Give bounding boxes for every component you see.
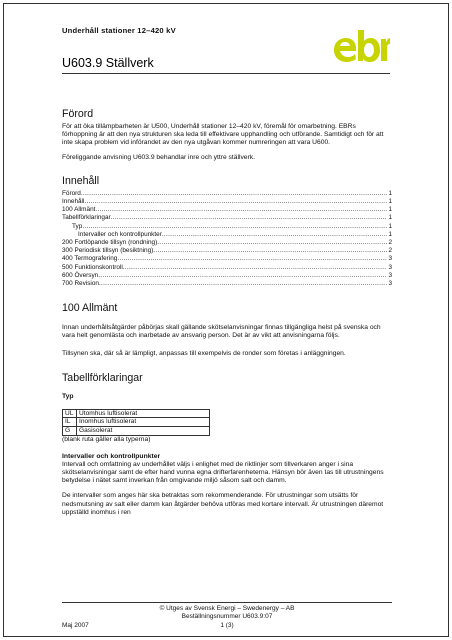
intervall-paragraph-1: Intervall och omfattning av underhållet väljs i enlighet med de riktlinjer som tillverkaren anger i sina skötselanvisningar samt de efter hand vunna egna drifterfarenheterna. Hänsyn bör även tas till utrustningens betydelse i nätet samt inverkan från omgivande miljö såsom salt och damm. (62, 460, 384, 485)
toc-entry[interactable]: 400 Termografering ..... 3 (62, 255, 392, 263)
ebr-logo (332, 30, 390, 64)
footer-page-number: 1 (3) (220, 622, 234, 629)
typ-heading: Typ (62, 392, 74, 400)
document-body (62, 108, 392, 523)
toc-entry[interactable]: 200 Fortlöpande tillsyn (rondning) ..... 2 (62, 239, 392, 247)
toc-entry[interactable]: Intervaller och kontrollpunkter ..... 1 (62, 231, 392, 239)
running-header: Underhåll stationer 12–420 kV (62, 26, 176, 35)
allmant-heading: 100 Allmänt (62, 302, 118, 315)
innehall-heading: Innehåll (62, 174, 100, 187)
document-title: U603.9 Ställverk (62, 56, 154, 70)
intervall-heading: Intervaller och kontrollpunkter (62, 452, 161, 460)
table-row: IL Inomhus luftisolerat (63, 418, 210, 427)
footer-copyright: © Utges av Svensk Energi – Swedenergy – AB (159, 605, 295, 612)
toc-entry[interactable]: Typ ..... 1 (62, 223, 392, 231)
type-legend-table (62, 409, 210, 436)
title-divider (62, 73, 390, 74)
footer-divider (62, 602, 392, 603)
toc-entry[interactable]: 700 Revision ..... 3 (62, 280, 392, 288)
toc-entry[interactable]: 100 Allmänt ..... 1 (62, 206, 392, 214)
toc-entry[interactable]: Innehåll ..... 1 (62, 198, 392, 206)
table-row: G Gasisolerat (63, 427, 210, 436)
toc-entry[interactable]: 600 Översyn ..... 3 (62, 272, 392, 280)
toc-entry[interactable]: Tabellförklaringar ..... 1 (62, 214, 392, 222)
footer-date: Maj 2007 (62, 622, 89, 629)
toc-entry[interactable]: Förord ..... 1 (62, 190, 392, 198)
intervall-paragraph-2: De intervaller som anges här ska betraktas som rekommenderande. För utrustningar som utsätts för nedsmutsning av salt eller damm kan åtgärder behöva utföras med kortare intervall. Är utrustningen däremot uppställd inomhus i ren (62, 492, 384, 516)
forord-heading: Förord (62, 108, 94, 120)
toc-entry[interactable]: 500 Funktionskontroll ..... 3 (62, 264, 392, 272)
table-note: (blank ruta gäller alla typerna) (62, 435, 151, 443)
allmant-paragraph-1: Innan underhållsåtgärder påbörjas skall gällande skötselanvisningar finnas tillgängliga helst på svenska och vara helt genomlästa och inarbetade av ansvarig person. Det är av vikt att anvisningarna följs. (62, 324, 381, 340)
toc-entry[interactable]: 300 Periodisk tillsyn (besiktning) ..... 2 (62, 247, 392, 255)
table-of-contents (62, 190, 392, 288)
forord-paragraph-2: Föreliggande anvisning U603.9 behandlar inre och yttre ställverk. (62, 153, 255, 161)
table-row: UL Utomhus luftisolerat (63, 409, 210, 418)
tabell-heading: Tabellförklaringar (62, 371, 143, 384)
allmant-paragraph-2: Tillsynen ska, där så är lämpligt, anpassas till exempelvis de ronder som företas i anläggningen. (62, 349, 346, 357)
footer-order-number: Beställningsnummer U603.9:07 (181, 613, 273, 620)
forord-paragraph-1: För att öka tillämpbarheten är U500, Underhåll stationer 12–420 kV, föremål för omarbetning. EBRs förhoppning är att den nya strukturen ska leda till effektivare upphandling och utförande. Samtidigt och för att inte skapa problem vid införandet av den nya utgåvan kommer numreringen att vara U600. (62, 123, 384, 147)
